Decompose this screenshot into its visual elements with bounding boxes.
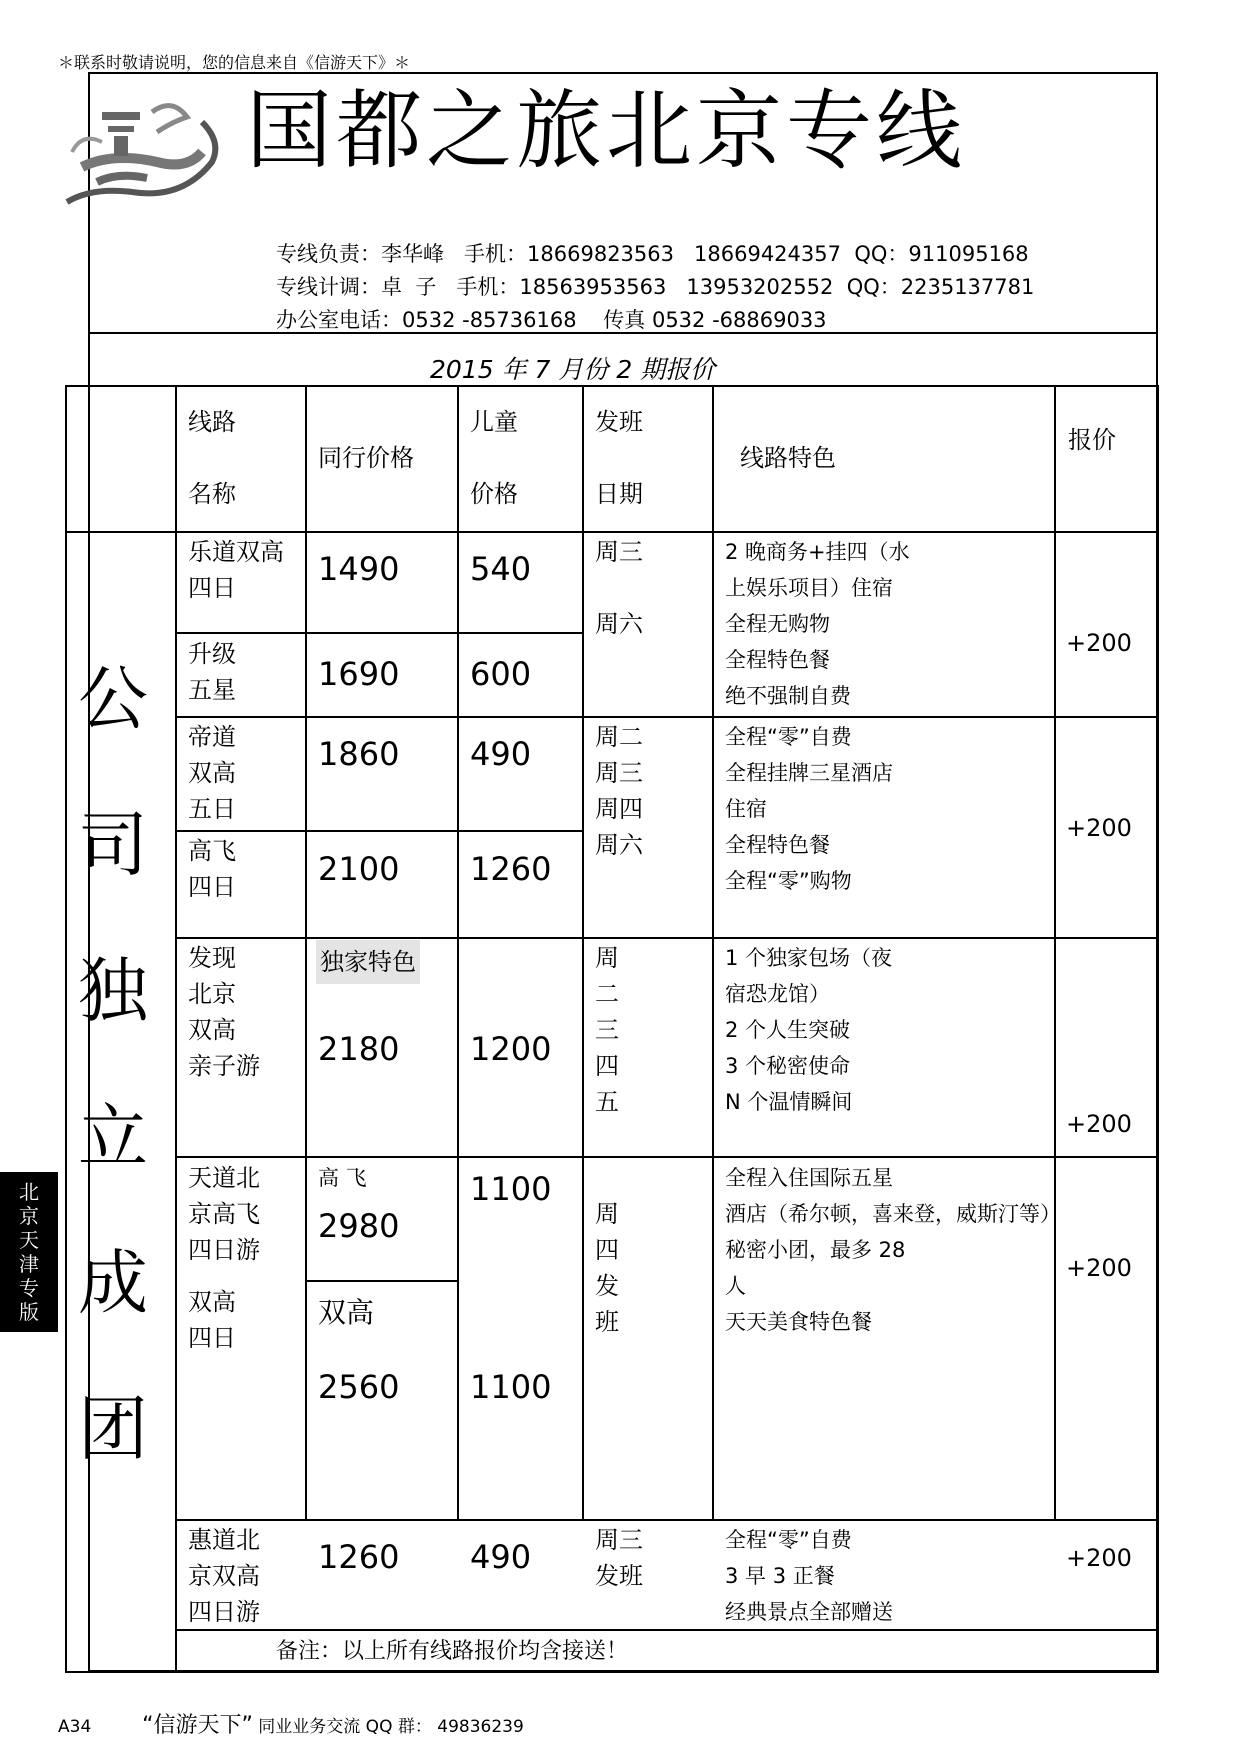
feature-line: 全程入住国际五星 (725, 1166, 893, 1190)
route-name: 亲子游 (188, 1052, 260, 1080)
departure-date: 周三 (595, 759, 643, 787)
route-name: 北京 (188, 980, 236, 1008)
feature-line: 秘密小团，最多 28 (725, 1238, 906, 1262)
top-note: ＊联系时敬请说明，您的信息来自《信游天下》＊ (58, 53, 411, 72)
section-side-tab (0, 1172, 58, 1332)
group-label-char: 成 (78, 1242, 148, 1324)
contact-line-3: 办公室电话：0532 -85736168 传真 0532 -68869033 (276, 308, 827, 332)
footer-qq: 49836239 (437, 1717, 524, 1737)
peer-price: 1260 (318, 1538, 400, 1576)
route-name: 高飞 (188, 837, 236, 865)
departure-date: 周 (595, 944, 619, 972)
route-tag: 高 飞 (318, 1166, 367, 1190)
quote-value: +200 (1066, 1544, 1132, 1572)
departure-date: 周四 (595, 795, 643, 823)
departure-date: 三 (595, 1016, 619, 1044)
side-tab-char: 津 (19, 1252, 39, 1276)
feature-line: 经典景点全部赠送 (725, 1600, 893, 1624)
child-price: 540 (470, 550, 532, 588)
departure-date: 发 (595, 1272, 619, 1300)
route-tag: 双高 (318, 1296, 375, 1329)
header-child-l1: 儿童 (470, 408, 518, 436)
route-name: 双高 (188, 1288, 236, 1316)
departure-date: 周二 (595, 723, 643, 751)
header-name-l1: 线路 (188, 408, 236, 436)
route-name: 五星 (188, 676, 236, 704)
peer-price: 2100 (318, 850, 400, 888)
feature-line: 3 个秘密使命 (725, 1054, 851, 1078)
feature-line: 全程“零”购物 (725, 869, 852, 893)
quote-value: +200 (1066, 1110, 1132, 1138)
peer-price: 2560 (318, 1368, 400, 1406)
footer (58, 1708, 524, 1739)
route-name: 四日游 (188, 1598, 260, 1626)
departure-date: 周六 (595, 610, 643, 638)
group-label-char: 团 (78, 1388, 148, 1470)
header-name-l2: 名称 (188, 480, 236, 508)
peer-price: 1690 (318, 655, 400, 693)
departure-date: 二 (595, 980, 619, 1008)
exclusive-tag: 独家特色 (316, 940, 420, 984)
side-tab-char: 专 (19, 1276, 39, 1300)
contact-line-2: 专线计调：卓 子 手机：18563953563 13953202552 QQ：2235137781 (276, 275, 1035, 299)
feature-line: 上娱乐项目）住宿 (725, 576, 893, 600)
route-name: 四日游 (188, 1236, 260, 1264)
feature-line: 全程无购物 (725, 612, 830, 636)
route-name: 惠道北 (188, 1526, 260, 1554)
feature-line: 全程“零”自费 (725, 725, 852, 749)
departure-date: 五 (595, 1088, 619, 1116)
feature-line: 全程挂牌三星酒店 (725, 761, 893, 785)
departure-date: 四 (595, 1052, 619, 1080)
route-name: 双高 (188, 1016, 236, 1044)
route-name: 四日 (188, 574, 236, 602)
route-name: 升级 (188, 640, 236, 668)
quote-value: +200 (1066, 629, 1132, 657)
route-name: 双高 (188, 759, 236, 787)
quote-value: +200 (1066, 1254, 1132, 1282)
header-date-l2: 日期 (595, 480, 643, 508)
header-date-l1: 发班 (595, 408, 643, 436)
feature-line: 2 晚商务+挂四（水 (725, 540, 910, 564)
subtitle: 2015 年 7 月份 2 期报价 (430, 355, 716, 384)
route-name: 乐道双高 (188, 538, 284, 566)
quote-value: +200 (1066, 814, 1132, 842)
route-name: 天道北 (188, 1164, 260, 1192)
child-price: 1100 (470, 1170, 552, 1208)
header-child-l2: 价格 (470, 480, 518, 508)
route-name: 发现 (188, 944, 236, 972)
feature-line: N 个温情瞬间 (725, 1090, 853, 1114)
departure-date: 四 (595, 1236, 619, 1264)
feature-line: 宿恐龙馆） (725, 982, 830, 1006)
peer-price: 1490 (318, 550, 400, 588)
peer-price: 1860 (318, 735, 400, 773)
group-label-char: 独 (78, 950, 148, 1032)
feature-line: 全程特色餐 (725, 648, 830, 672)
feature-line: 天天美食特色餐 (725, 1310, 872, 1334)
feature-line: 1 个独家包场（夜 (725, 946, 893, 970)
footer-qq-text: 同业业务交流 QQ 群： (258, 1717, 432, 1737)
departure-date: 班 (595, 1308, 619, 1336)
peer-price: 2980 (318, 1207, 400, 1245)
child-price: 1260 (470, 850, 552, 888)
child-price: 490 (470, 735, 532, 773)
group-label-char: 司 (78, 804, 148, 886)
group-label-char: 公 (78, 658, 148, 740)
feature-line: 全程“零”自费 (725, 1528, 852, 1552)
side-tab-char: 北 (19, 1180, 39, 1204)
feature-line: 住宿 (725, 797, 767, 821)
feature-line: 人 (725, 1274, 746, 1298)
child-price: 1200 (470, 1030, 552, 1068)
route-name: 四日 (188, 1324, 236, 1352)
group-label-char: 立 (78, 1096, 148, 1178)
side-tab-char: 版 (19, 1300, 39, 1324)
page-title: 国都之旅北京专线 (246, 81, 966, 181)
header-quote: 报价 (1068, 426, 1116, 454)
departure-date: 周 (595, 1200, 619, 1228)
route-name: 帝道 (188, 723, 236, 751)
departure-date: 发班 (595, 1562, 643, 1590)
feature-line: 绝不强制自费 (725, 684, 851, 708)
table-note: 备注：以上所有线路报价均含接送！ (276, 1639, 629, 1664)
departure-date: 周六 (595, 831, 643, 859)
route-name: 京高飞 (188, 1200, 260, 1228)
route-name: 京双高 (188, 1562, 260, 1590)
feature-line: 2 个人生突破 (725, 1018, 851, 1042)
departure-date: 周三 (595, 1526, 643, 1554)
child-price: 1100 (470, 1368, 552, 1406)
footer-brand: “信游天下” (142, 1713, 253, 1738)
peer-price: 2180 (318, 1030, 400, 1068)
feature-line: 酒店（希尔顿，喜来登，威斯汀等） (725, 1202, 1061, 1226)
child-price: 600 (470, 655, 532, 693)
route-name: 四日 (188, 873, 236, 901)
header-peer-price: 同行价格 (318, 444, 414, 472)
header-features: 线路特色 (740, 444, 836, 472)
feature-line: 3 早 3 正餐 (725, 1564, 835, 1588)
child-price: 490 (470, 1538, 532, 1576)
side-tab-char: 天 (19, 1228, 39, 1252)
side-tab-char: 京 (19, 1204, 39, 1228)
feature-line: 全程特色餐 (725, 833, 830, 857)
contact-line-1: 专线负责：李华峰 手机：18669823563 18669424357 QQ：911095168 (276, 242, 1029, 266)
route-name: 五日 (188, 795, 236, 823)
page-number: A34 (58, 1717, 92, 1737)
departure-date: 周三 (595, 538, 643, 566)
